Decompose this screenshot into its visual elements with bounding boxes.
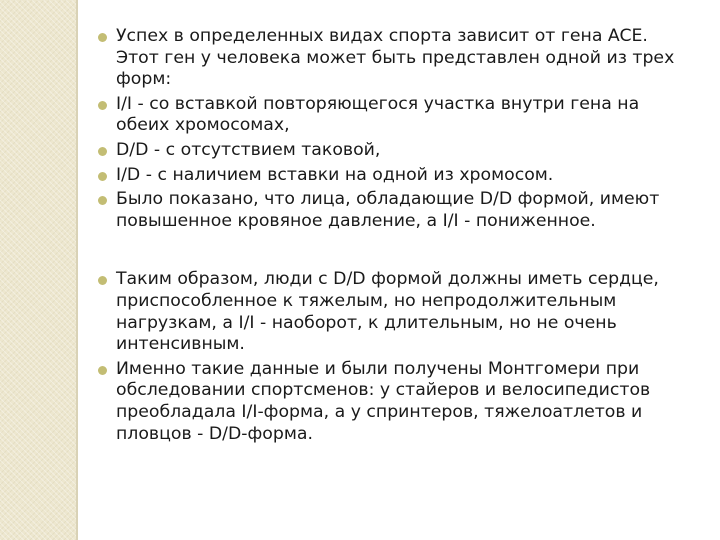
bullet-text: Таким образом, люди с D/D формой должны иметь сердце, приспособленное к тяжелым, но непродолжительным нагрузкам, а I/I - наоборот, к длительным, но не очень интенсивным. <box>116 269 659 355</box>
bullet-dot-icon <box>98 172 107 181</box>
bullet-dot-icon <box>98 196 107 205</box>
bullet-item-heart-adaptation <box>96 269 696 355</box>
bullet-text: D/D - с отсутствием таковой, <box>116 139 381 160</box>
bullet-list-group-2 <box>96 269 696 445</box>
side-band-divider <box>76 0 78 540</box>
bullet-item-id-form <box>96 165 696 187</box>
bullet-item-blood-pressure <box>96 189 696 232</box>
bullet-item-dd-form <box>96 140 696 162</box>
bullet-item-ii-form <box>96 94 696 137</box>
bullet-dot-icon <box>98 33 107 42</box>
bullet-list-group-1 <box>96 26 696 232</box>
bullet-text: I/D - с наличием вставки на одной из хромосом. <box>116 164 554 185</box>
bullet-item-ace-gene <box>96 26 696 91</box>
bullet-dot-icon <box>98 147 107 156</box>
group-spacer <box>96 235 696 269</box>
bullet-dot-icon <box>98 276 107 285</box>
bullet-dot-icon <box>98 101 107 110</box>
bullet-item-montgomery-data <box>96 359 696 445</box>
slide-content <box>96 26 696 448</box>
bullet-text: Именно такие данные и были получены Монтгомери при обследовании спортсменов: у стайеров и велосипедистов преобладала I/I-форма, а у спринтеров, тяжелоатлетов и пловцов - D/D-форма. <box>116 358 651 444</box>
bullet-dot-icon <box>98 366 107 375</box>
bullet-text: Успех в определенных видах спорта зависит от гена ACE. Этот ген у человека может быть представлен одной из трех форм: <box>116 26 675 90</box>
decorative-side-band <box>0 0 76 540</box>
bullet-text: I/I - со вставкой повторяющегося участка внутри гена на обеих хромосомах, <box>116 93 640 136</box>
bullet-text: Было показано, что лица, обладающие D/D формой, имеют повышенное кровяное давление, а I/I - пониженное. <box>116 189 660 231</box>
